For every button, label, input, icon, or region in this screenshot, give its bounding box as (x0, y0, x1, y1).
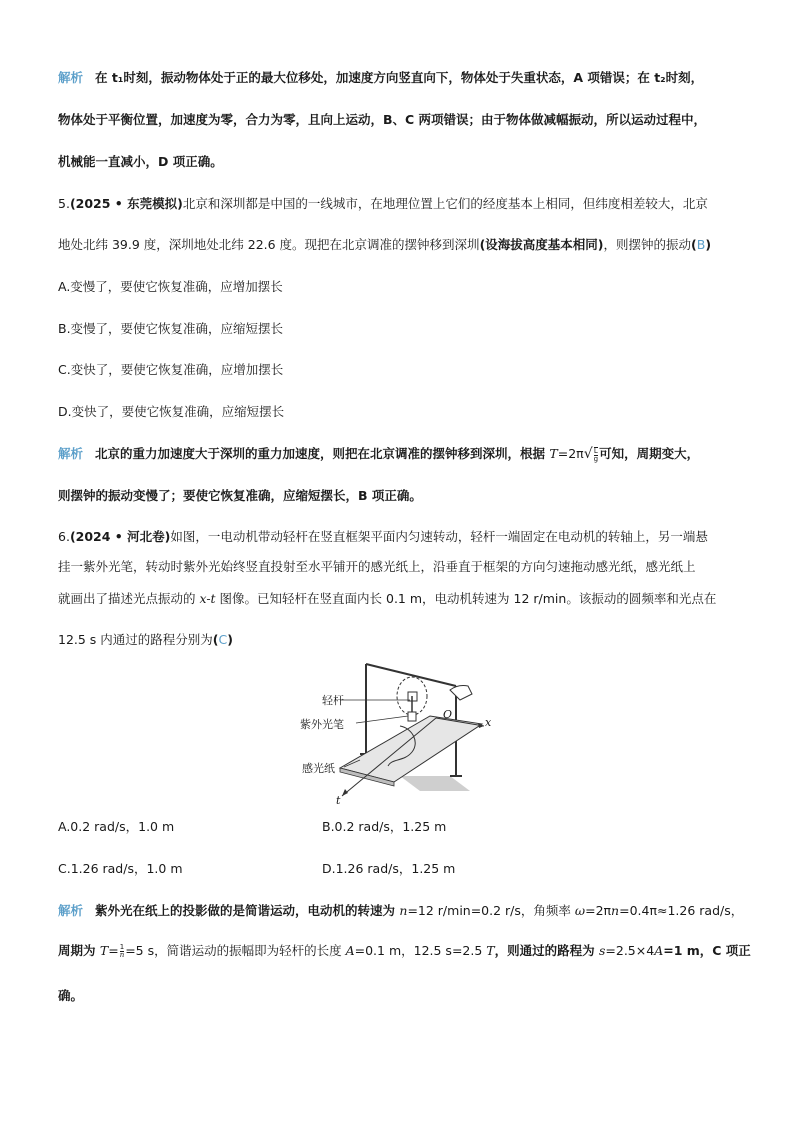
q6-line4 (58, 632, 233, 648)
formula-fraction (594, 447, 598, 463)
analysis-text: =0.4π≈1.26 rad/s， (619, 903, 744, 918)
analysis-text: 北京的重力加速度大于深圳的重力加速度，则把在北京调准的摆钟移到深圳，根据 (95, 446, 546, 461)
leader-pen (356, 716, 408, 723)
q6-text: 如图，一电动机带动轻杆在竖直框架平面内匀速转动，轻杆一端固定在电动机的转轴上，另一端悬 (170, 529, 708, 544)
q5-line2 (58, 237, 711, 253)
label-rod: 轻杆 (322, 694, 344, 707)
period-fraction (120, 944, 125, 959)
q6-number: 6. (58, 529, 70, 544)
analysis-para1-line1 (58, 70, 703, 86)
analysis-label: 解析 (58, 70, 84, 85)
q6-answer-open: ( (212, 632, 219, 647)
label-paper: 感光纸 (302, 762, 335, 775)
q5-text: ，则摆钟的振动 (603, 237, 692, 252)
formula-num: L (593, 446, 598, 455)
q5-option-c: C.变快了，要使它恢复准确，应增加摆长 (58, 362, 284, 377)
q6-option-c: C.1.26 rad/s，1.0 m (58, 861, 183, 876)
analysis-text: 在 t₁时刻，振动物体处于正的最大位移处，加速度方向竖直向下，物体处于失重状态，A 项错误；在 t₂时刻， (95, 70, 704, 85)
analysis-label: 解析 (58, 446, 84, 461)
q5-number: 5. (58, 196, 70, 211)
q6-line2: 挂一紫外光笔，转动时紫外光始终竖直投射至水平铺开的感光纸上，沿垂直于框架的方向匀速拖动感光纸，感光纸上 (58, 559, 696, 574)
var-omega: ω (574, 903, 586, 918)
t-axis-arrow (342, 789, 348, 796)
var-A: A (654, 943, 664, 958)
hand (450, 686, 472, 701)
label-t-axis: t (336, 794, 341, 807)
period-formula (549, 446, 599, 461)
var-n: n (611, 903, 620, 918)
formula-den: g (593, 454, 599, 463)
q6-option-a: A.0.2 rad/s，1.0 m (58, 819, 175, 834)
q5-option-d: D.变快了，要使它恢复准确，应缩短摆长 (58, 404, 285, 419)
q5-answer: B (696, 237, 706, 252)
analysis-text: 可知，周期变大， (599, 446, 700, 461)
analysis-q6-line3: 确。 (58, 988, 84, 1003)
var-T: T (486, 943, 495, 958)
q6-var-xt: x-t (199, 591, 216, 606)
q6-text: 就画出了描述光点振动的 (58, 591, 200, 606)
label-pen: 紫外光笔 (300, 718, 344, 731)
analysis-text: =1 m，C 项正 (663, 943, 751, 958)
analysis-text: =2.5×4 (605, 943, 655, 958)
frame-top-bar (366, 664, 456, 686)
q5-option-a: A.变慢了，要使它恢复准确，应增加摆长 (58, 279, 283, 294)
formula-eq: =2π (557, 446, 584, 461)
analysis-text: =12 r/min=0.2 r/s，角频率 (407, 903, 575, 918)
analysis-label: 解析 (58, 903, 84, 918)
q5-line1 (58, 196, 708, 212)
var-s: s (598, 943, 606, 958)
label-origin: O (443, 708, 453, 721)
q5-answer-open: ( (691, 237, 697, 252)
photosensitive-paper (340, 716, 482, 782)
q5-answer-close: ) (705, 237, 712, 252)
apparatus-figure (300, 656, 500, 806)
q6-text: 12.5 s 内通过的路程分别为 (58, 632, 213, 647)
analysis-q6-line1 (58, 903, 743, 919)
analysis-para1-line3: 机械能一直减小，D 项正确。 (58, 154, 223, 169)
q5-source: (2025 • 东莞模拟) (69, 196, 183, 211)
analysis-q5-line2: 则摆钟的振动变慢了；要使它恢复准确，应缩短摆长，B 项正确。 (58, 488, 422, 503)
q6-option-b: B.0.2 rad/s，1.25 m (322, 819, 447, 834)
q6-line3 (58, 591, 716, 607)
var-n: n (399, 903, 408, 918)
label-x-axis: x (485, 716, 492, 729)
q6-text: 图像。已知轻杆在竖直面内长 0.1 m，电动机转速为 12 r/min。该振动的圆频率和光点在 (215, 591, 717, 606)
q5-text: 北京和深圳都是中国的一线城市，在地理位置上它们的经度基本上相同，但纬度相差较大，北京 (182, 196, 708, 211)
uv-pen (408, 712, 416, 721)
q5-paren: (设海拔高度基本相同) (479, 237, 604, 252)
q6-line1 (58, 529, 708, 545)
analysis-text: ，则通过的路程为 (494, 943, 599, 958)
q6-answer: C (218, 632, 228, 647)
equals: = (108, 943, 119, 958)
formula-T: T (549, 446, 558, 461)
ground-shadow (400, 776, 470, 791)
var-A: A (345, 943, 355, 958)
q6-source: (2024 • 河北卷) (69, 529, 171, 544)
analysis-q6-line2 (58, 943, 751, 959)
frac-num: 1 (119, 943, 125, 951)
analysis-text: =5 s，简谐运动的振幅即为轻杆的长度 (125, 943, 346, 958)
analysis-text: 紫外光在纸上的投影做的是简谐运动，电动机的转速为 (95, 903, 400, 918)
q5-text: 地处北纬 39.9 度，深圳地处北纬 22.6 度。现把在北京调准的摆钟移到深圳 (58, 237, 480, 252)
q6-option-d: D.1.26 rad/s，1.25 m (322, 861, 456, 876)
q5-option-b: B.变慢了，要使它恢复准确，应缩短摆长 (58, 321, 284, 336)
q6-answer-close: ) (227, 632, 233, 647)
analysis-text: =2π (585, 903, 612, 918)
frac-den: n (119, 951, 125, 959)
analysis-text: 周期为 (58, 943, 100, 958)
analysis-text: =0.1 m，12.5 s=2.5 (354, 943, 487, 958)
analysis-q5-line1 (58, 446, 699, 463)
sqrt-sign: √ (583, 446, 593, 462)
var-T: T (99, 943, 109, 958)
analysis-para1-line2: 物体处于平衡位置，加速度为零，合力为零，且向上运动，B、C 两项错误；由于物体做减幅振动，所以运动过程中， (58, 112, 707, 127)
